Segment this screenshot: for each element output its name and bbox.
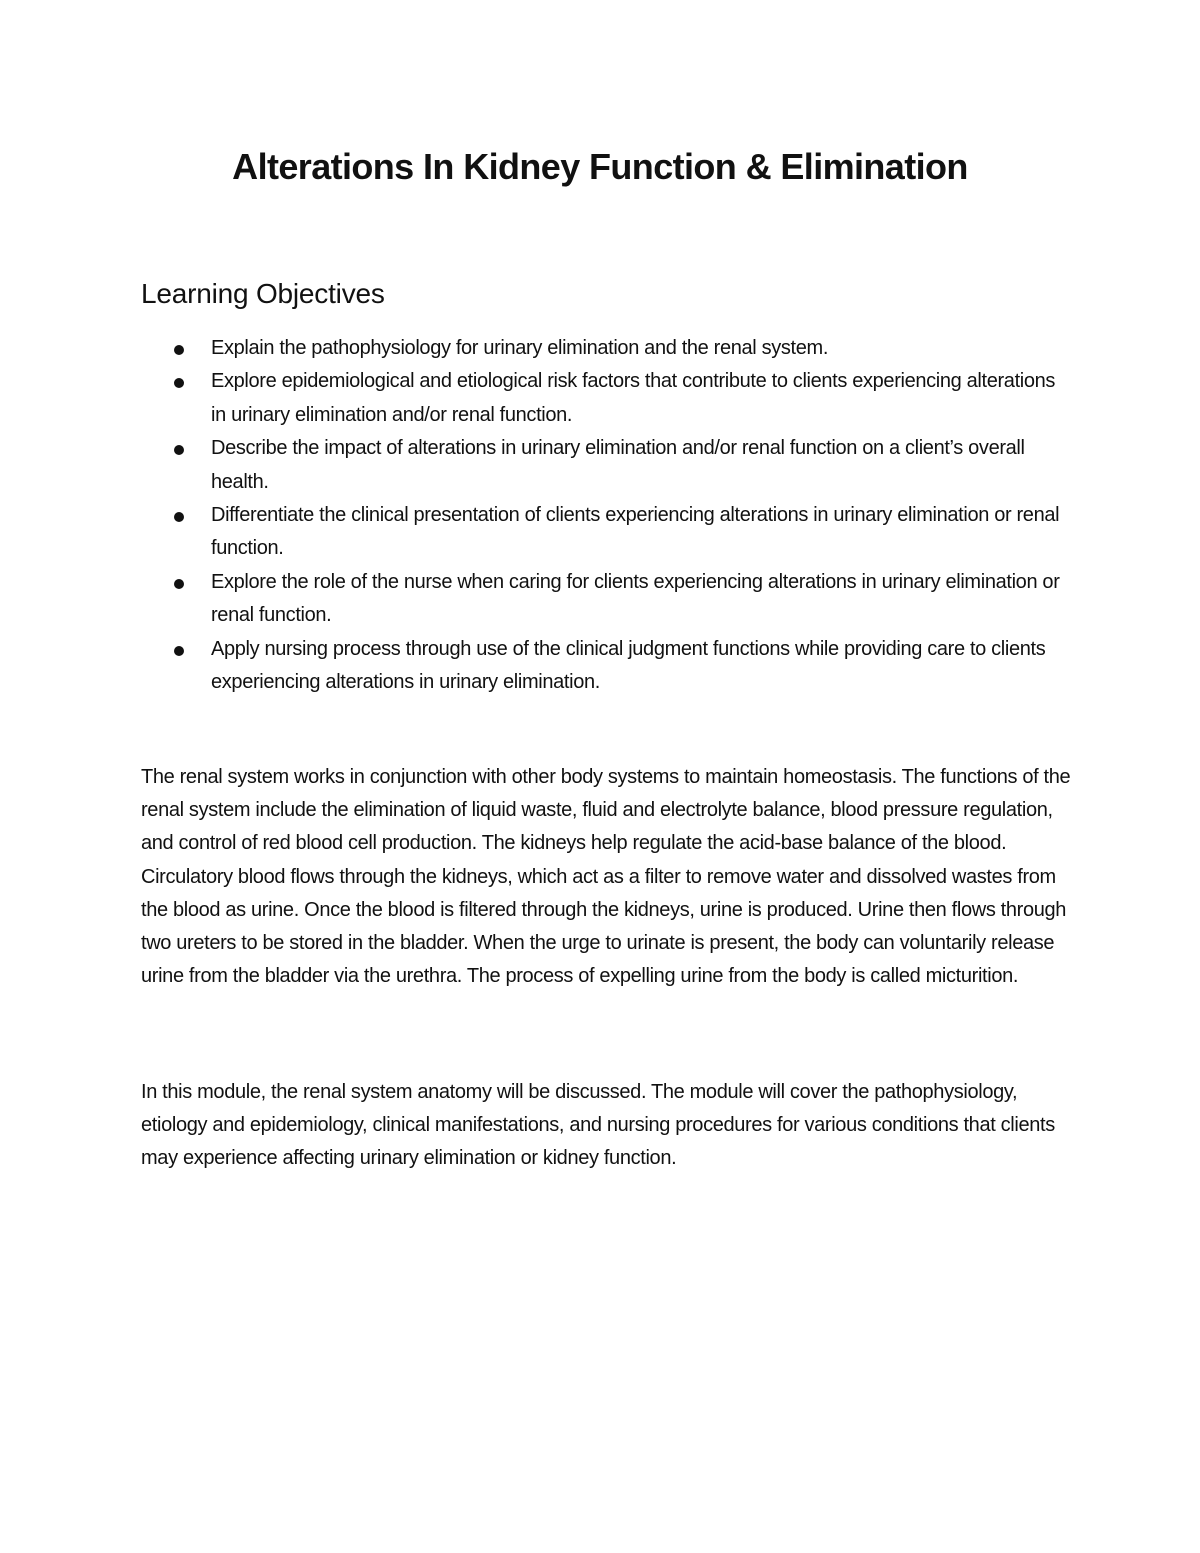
objective-item <box>141 499 1071 566</box>
objective-item <box>141 332 1071 365</box>
bullet-icon <box>174 445 184 455</box>
bullet-icon <box>174 345 184 355</box>
objective-text: Differentiate the clinical presentation of clients experiencing alterations in urinary elimination or renal function. <box>211 504 1060 560</box>
objective-item <box>141 633 1071 700</box>
objective-text: Explore the role of the nurse when caring for clients experiencing alterations in urinary elimination or renal function. <box>211 570 1060 627</box>
document-title: Alterations In Kidney Function & Elimination <box>232 146 968 187</box>
bullet-icon <box>174 378 184 388</box>
objective-text: Describe the impact of alterations in urinary elimination and/or renal function on a client’s overall health. <box>211 437 1025 493</box>
bullet-icon <box>174 646 184 656</box>
objectives-list <box>141 332 1071 699</box>
body-paragraph-renal-system: The renal system works in conjunction with other body systems to maintain homeostasis. The functions of the renal system include the elimination of liquid waste, fluid and electrolyte balance, blood pressure regulation, and control of red blood cell production. The kidneys help regulate the acid-base balance of the blood. Circulatory blood flows through the kidneys, which act as a filter to remove water and dissolved wastes from the blood as urine. Once the blood is filtered through the kidneys, urine is produced. Urine then flows through two ureters to be stored in the bladder. When the urge to urinate is present, the body can voluntarily release urine from the bladder via the urethra. The process of expelling urine from the body is called micturition. <box>141 766 1071 988</box>
objective-item <box>141 365 1071 432</box>
body-paragraph-module-overview: In this module, the renal system anatomy will be discussed. The module will cover the pathophysiology, etiology and epidemiology, clinical manifestations, and nursing procedures for various conditions that clients may experience affecting urinary elimination or kidney function. <box>141 1081 1055 1170</box>
objective-text: Apply nursing process through use of the clinical judgment functions while providing care to clients experiencing alterations in urinary elimination. <box>211 637 1046 694</box>
objective-text: Explain the pathophysiology for urinary elimination and the renal system. <box>211 337 829 359</box>
objective-item <box>141 566 1071 633</box>
section-heading-learning-objectives: Learning Objectives <box>141 278 385 309</box>
objective-item <box>141 432 1071 499</box>
bullet-icon <box>174 579 184 589</box>
objective-text: Explore epidemiological and etiological risk factors that contribute to clients experiencing alterations in urinary elimination and/or renal function. <box>211 370 1056 426</box>
bullet-icon <box>174 512 184 522</box>
